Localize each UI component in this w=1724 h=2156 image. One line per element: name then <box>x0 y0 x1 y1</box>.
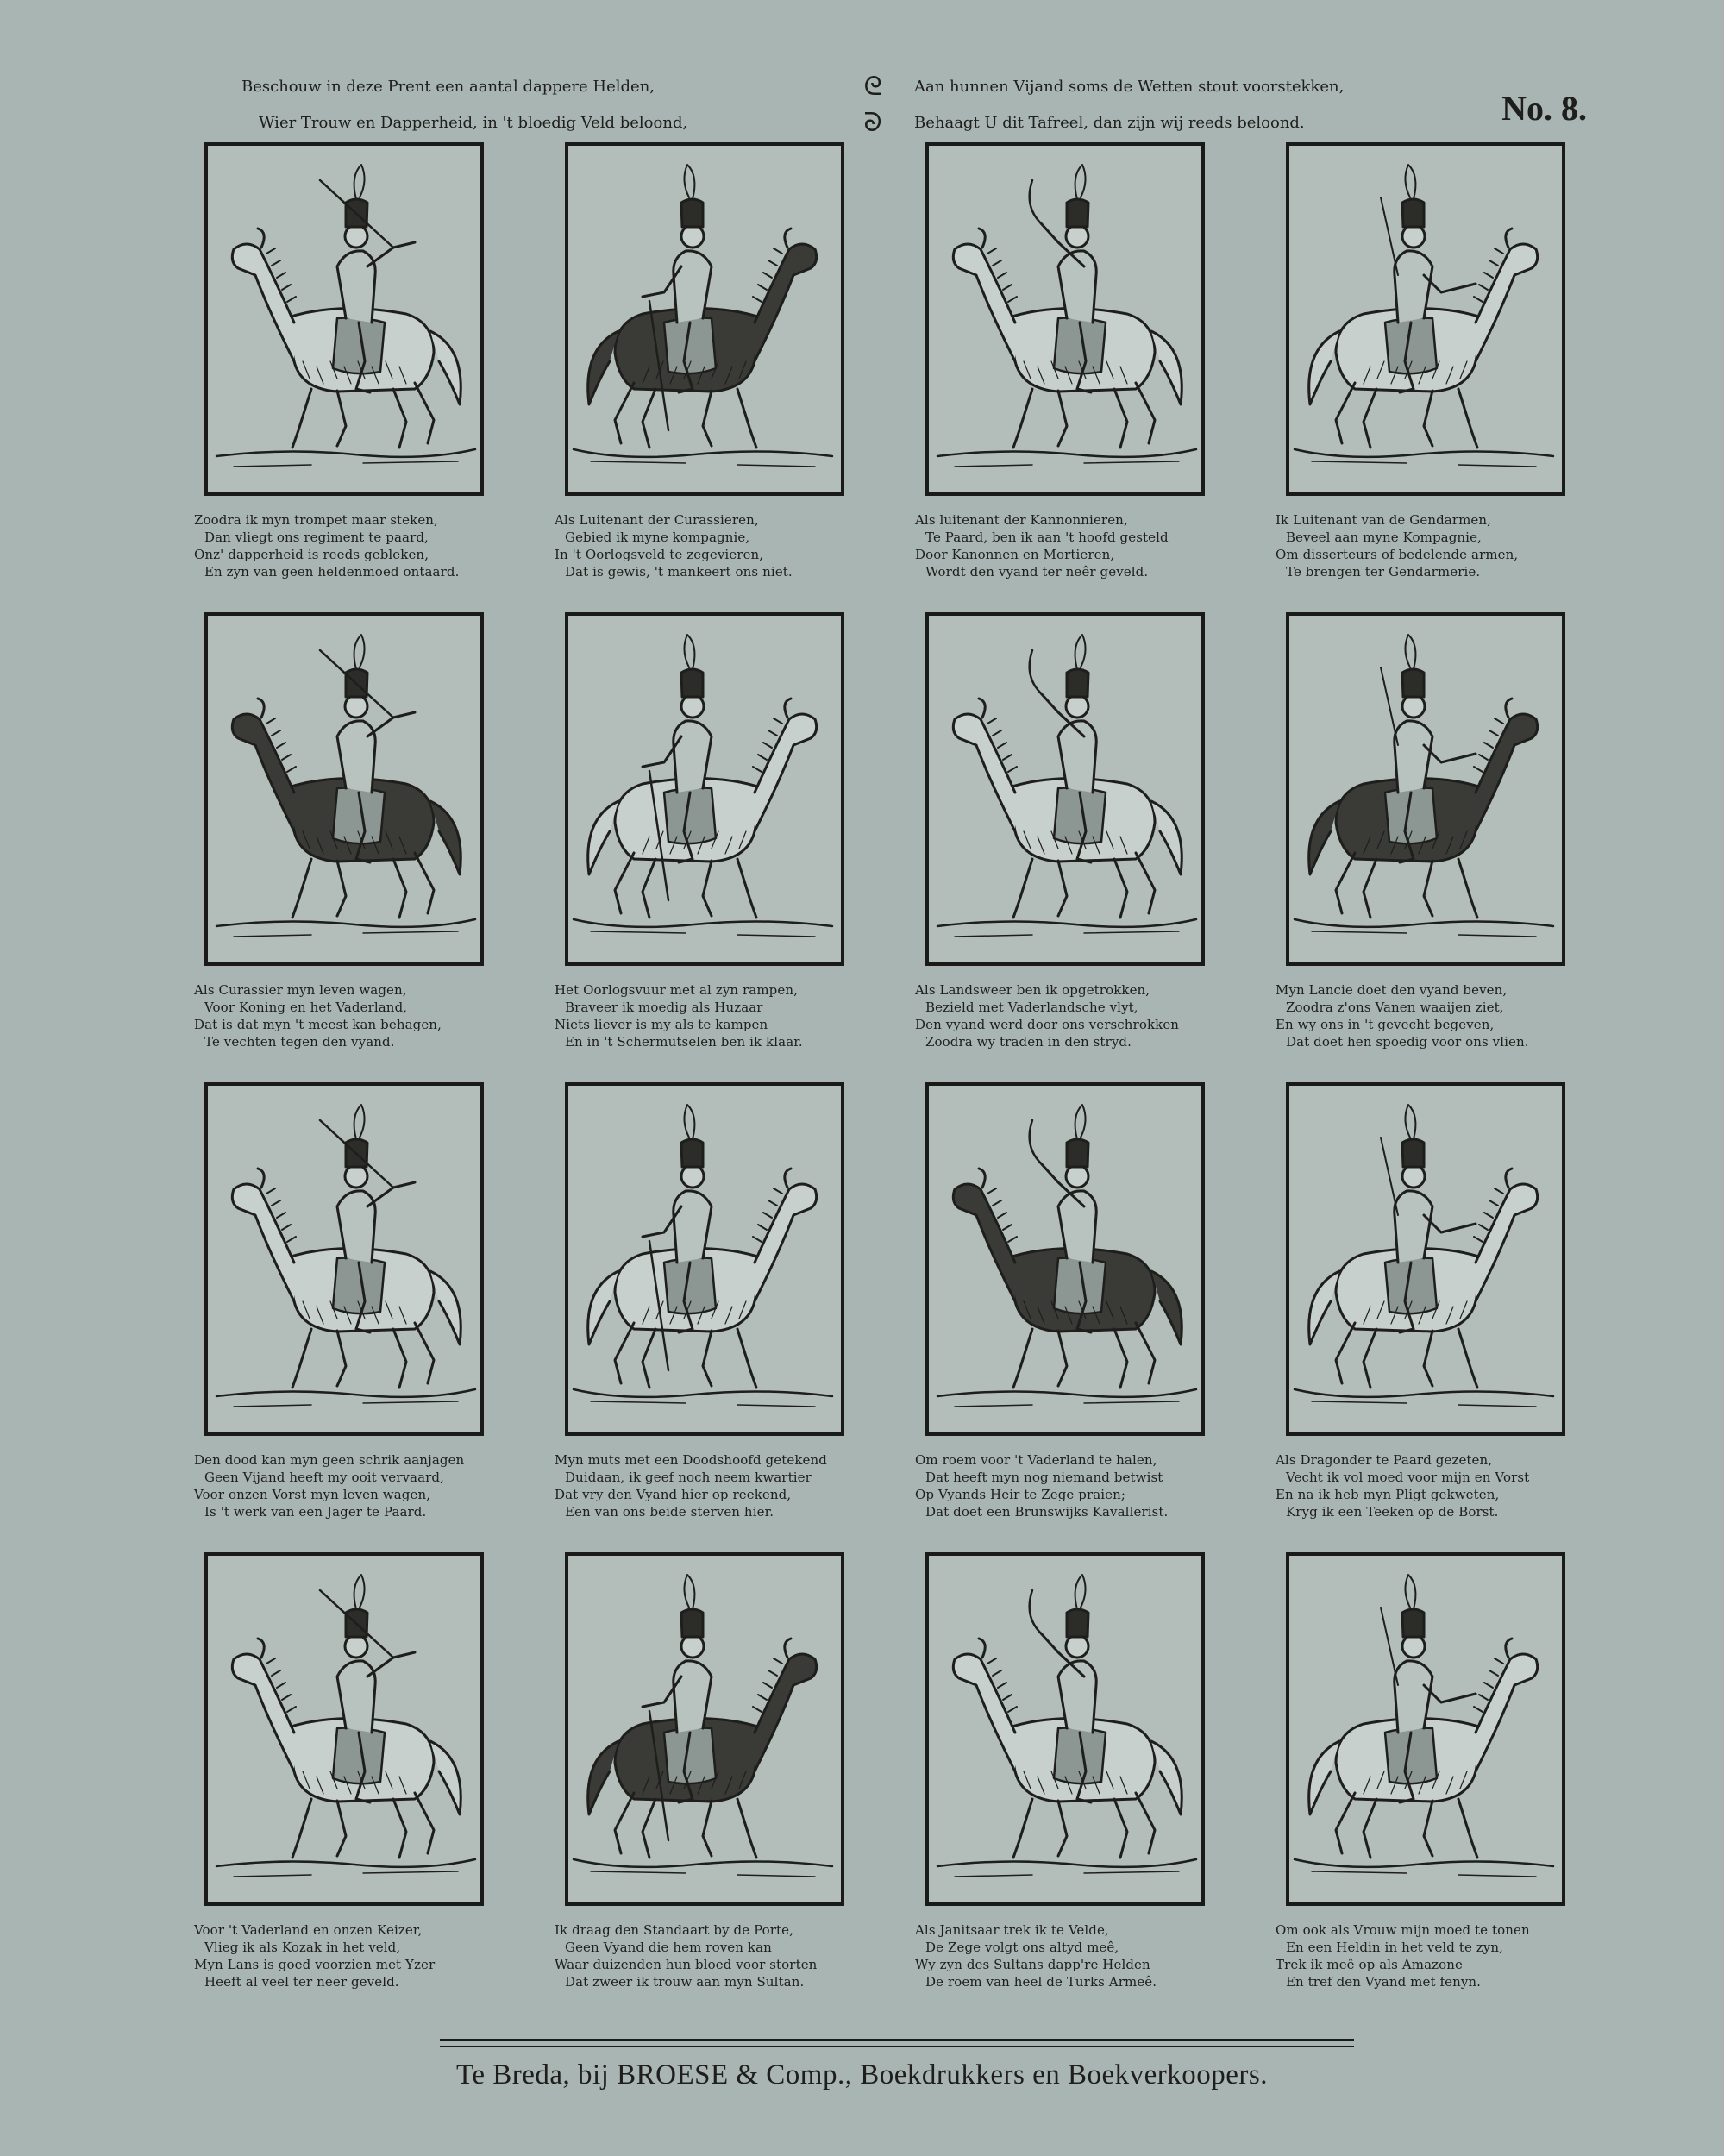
plate-cell <box>915 142 1251 608</box>
caption-line: En wy ons in 't gevecht begeven, <box>1276 1017 1495 1032</box>
plate-caption <box>915 1451 1251 1520</box>
ottoman-standard-bearer-woodcut <box>565 1552 844 1906</box>
caption-line: Dat zweer ik trouw aan myn Sultan. <box>565 1974 805 1990</box>
cuirassier-lieutenant-woodcut <box>565 142 844 496</box>
horseman-woodcut-icon <box>568 146 841 492</box>
plate-cell <box>555 1552 891 2018</box>
caption-line: Waar duizenden hun bloed voor storten <box>555 1957 818 1972</box>
caption-line: Een van ons beide sterven hier. <box>565 1504 774 1520</box>
plate-cell <box>555 612 891 1078</box>
caption-line: Geen Vyand die hem roven kan <box>565 1940 772 1955</box>
plate-caption <box>194 1451 530 1520</box>
plate-caption <box>555 511 891 580</box>
plate-caption <box>194 511 530 580</box>
header-verse <box>241 69 1587 151</box>
plate-cell <box>194 1082 530 1548</box>
horseman-woodcut-icon <box>929 1556 1201 1902</box>
horseman-woodcut-icon <box>929 1086 1201 1432</box>
horseman-woodcut-icon <box>568 1086 841 1432</box>
death-head-hussar-woodcut <box>565 1082 844 1436</box>
caption-line: Dat is dat myn 't meest kan behagen, <box>194 1017 442 1032</box>
plate-cell <box>915 612 1251 1078</box>
caption-line: Door Kanonnen en Mortieren, <box>915 547 1115 562</box>
lancer-woodcut <box>1286 612 1565 966</box>
caption-line: Voor Koning en het Vaderland, <box>204 1000 408 1015</box>
caption-line: Den vyand werd door ons verschrokken <box>915 1017 1180 1032</box>
horseman-woodcut-icon <box>1289 616 1562 962</box>
cavalry-trumpeter-woodcut <box>204 142 484 496</box>
caption-line: Beveel aan myne Kompagnie, <box>1286 530 1482 545</box>
caption-line: Braveer ik moedig als Huzaar <box>565 1000 763 1015</box>
caption-line: Als Luitenant der Curassieren, <box>555 512 759 528</box>
plate-cell <box>1276 142 1612 608</box>
caption-line: De Zege volgt ons altyd meê, <box>925 1940 1119 1955</box>
caption-line: En zyn van geen heldenmoed ontaard. <box>204 564 460 580</box>
caption-line: Den dood kan myn geen schrik aanjagen <box>194 1452 465 1468</box>
ornament-top-icon: ᘓ <box>863 72 882 102</box>
caption-line: Wordt den vyand ter neêr geveld. <box>925 564 1149 580</box>
plate-cell <box>194 142 530 608</box>
caption-line: En tref den Vyand met fenyn. <box>1286 1974 1482 1990</box>
caption-line: De roem van heel de Turks Armeê. <box>925 1974 1157 1990</box>
caption-line: Ik draag den Standaart by de Porte, <box>555 1922 794 1938</box>
caption-line: En na ik heb myn Pligt gekweten, <box>1276 1487 1500 1502</box>
horseman-woodcut-icon <box>208 1086 480 1432</box>
caption-line: Niets liever is my als te kampen <box>555 1017 768 1032</box>
horseman-woodcut-icon <box>208 146 480 492</box>
caption-line: Myn muts met een Doodshoofd getekend <box>555 1452 827 1468</box>
plate-cell <box>555 142 891 608</box>
horseman-woodcut-icon <box>1289 1556 1562 1902</box>
caption-line: Voor 't Vaderland en onzen Keizer, <box>194 1922 423 1938</box>
caption-line: Dat doet een Brunswijks Kavallerist. <box>925 1504 1169 1520</box>
hussar-woodcut <box>565 612 844 966</box>
caption-line: Om roem voor 't Vaderland te halen, <box>915 1452 1157 1468</box>
plate-caption <box>1276 1921 1612 1990</box>
horseman-woodcut-icon <box>929 616 1201 962</box>
caption-line: In 't Oorlogsveld te zegevieren, <box>555 547 764 562</box>
caption-line: Dat doet hen spoedig voor ons vlien. <box>1286 1034 1529 1050</box>
plate-cell <box>555 1082 891 1548</box>
caption-line: Ik Luitenant van de Gendarmen, <box>1276 512 1492 528</box>
horseman-woodcut-icon <box>1289 1086 1562 1432</box>
caption-line: Dat is gewis, 't mankeert ons niet. <box>565 564 793 580</box>
gendarme-lieutenant-woodcut <box>1286 142 1565 496</box>
plate-caption <box>194 1921 530 1990</box>
caption-line: Myn Lans is goed voorzien met Yzer <box>194 1957 436 1972</box>
verse-right-line-2: Behaagt U dit Tafreel, dan zijn wij reeds beloond. <box>914 114 1305 132</box>
plate-cell <box>194 1552 530 2018</box>
verse-left <box>241 69 862 141</box>
plate-caption <box>1276 981 1612 1050</box>
verse-right-line-1: Aan hunnen Vijand soms de Wetten stout voorstekken, <box>914 78 1345 96</box>
plate-caption <box>194 981 530 1050</box>
caption-line: Is 't werk van een Jager te Paard. <box>204 1504 427 1520</box>
caption-line: Dat heeft myn nog niemand betwist <box>925 1470 1163 1485</box>
artillery-lieutenant-woodcut <box>925 142 1205 496</box>
caption-line: Zoodra wy traden in den stryd. <box>925 1034 1132 1050</box>
plate-cell <box>915 1082 1251 1548</box>
plate-caption <box>1276 1451 1612 1520</box>
plate-caption <box>1276 511 1612 580</box>
ornament-bottom-icon: ᘐ <box>863 108 882 138</box>
plate-cell <box>1276 1082 1612 1548</box>
verse-right <box>914 69 1535 141</box>
caption-line: Op Vyands Heir te Zege praien; <box>915 1487 1126 1502</box>
horseman-woodcut-icon <box>208 616 480 962</box>
caption-line: Om disserteurs of bedelende armen, <box>1276 547 1519 562</box>
plate-cell <box>915 1552 1251 2018</box>
cuirassier-woodcut <box>204 612 484 966</box>
caption-line: Heeft al veel ter neer geveld. <box>204 1974 399 1990</box>
caption-line: Duidaan, ik geef noch neem kwartier <box>565 1470 812 1485</box>
plate-caption <box>555 981 891 1050</box>
verse-left-line-2: Wier Trouw en Dapperheid, in 't bloedig Veld beloond, <box>259 114 688 132</box>
caption-line: Te Paard, ben ik aan 't hoofd gesteld <box>925 530 1169 545</box>
caption-line: Onz' dapperheid is reeds gebleken, <box>194 547 429 562</box>
caption-line: Bezield met Vaderlandsche vlyt, <box>925 1000 1138 1015</box>
caption-line: Als Dragonder te Paard gezeten, <box>1276 1452 1493 1468</box>
caption-line: Als Landsweer ben ik opgetrokken, <box>915 982 1150 998</box>
caption-line: Het Oorlogsvuur met al zyn rampen, <box>555 982 798 998</box>
mounted-jager-woodcut <box>204 1082 484 1436</box>
divider-rule <box>440 2039 1354 2041</box>
divider-rule-thin <box>440 2046 1354 2047</box>
horseman-woodcut-icon <box>929 146 1201 492</box>
caption-line: Voor onzen Vorst myn leven wagen, <box>194 1487 431 1502</box>
caption-line: Zoodra z'ons Vanen waaijen ziet, <box>1286 1000 1504 1015</box>
caption-line: Gebied ik myne kompagnie, <box>565 530 750 545</box>
publisher-imprint: Te Breda, bij BROESE & Comp., Boekdrukkers en Boekverkoopers. <box>455 2059 1269 2090</box>
caption-line: Dan vliegt ons regiment te paard, <box>204 530 429 545</box>
plate-caption <box>555 1451 891 1520</box>
caption-line: Wy zyn des Sultans dapp're Helden <box>915 1957 1150 1972</box>
horseman-woodcut-icon <box>568 1556 841 1902</box>
janissary-woodcut <box>925 1552 1205 1906</box>
caption-line: Zoodra ik myn trompet maar steken, <box>194 512 438 528</box>
horseman-woodcut-icon <box>568 616 841 962</box>
plate-caption <box>555 1921 891 1990</box>
caption-line: Vlieg ik als Kozak in het veld, <box>204 1940 401 1955</box>
caption-line: Kryg ik een Teeken op de Borst. <box>1286 1504 1499 1520</box>
verse-left-line-1: Beschouw in deze Prent een aantal dappere Helden, <box>241 78 655 96</box>
woodcut-grid <box>194 142 1591 2014</box>
caption-line: Te brengen ter Gendarmerie. <box>1286 564 1481 580</box>
amazon-rider-woodcut <box>1286 1552 1565 1906</box>
caption-line: Als luitenant der Kannonnieren, <box>915 512 1128 528</box>
plate-caption <box>915 981 1251 1050</box>
dragoon-woodcut <box>1286 1082 1565 1436</box>
caption-line: Om ook als Vrouw mijn moed te tonen <box>1276 1922 1530 1938</box>
caption-line: En in 't Schermutselen ben ik klaar. <box>565 1034 803 1050</box>
plate-cell <box>1276 612 1612 1078</box>
cossack-woodcut <box>204 1552 484 1906</box>
caption-line: Geen Vijand heeft my ooit vervaard, <box>204 1470 444 1485</box>
plate-cell <box>194 612 530 1078</box>
caption-line: Als Janitsaar trek ik te Velde, <box>915 1922 1109 1938</box>
plate-cell <box>1276 1552 1612 2018</box>
plate-number: No. 8. <box>1501 89 1587 128</box>
landweer-rider-woodcut <box>925 612 1205 966</box>
horseman-woodcut-icon <box>208 1556 480 1902</box>
caption-line: Dat vry den Vyand hier op reekend, <box>555 1487 792 1502</box>
caption-line: Als Curassier myn leven wagen, <box>194 982 407 998</box>
caption-line: Myn Lancie doet den vyand beven, <box>1276 982 1508 998</box>
horseman-woodcut-icon <box>1289 146 1562 492</box>
caption-line: Vecht ik vol moed voor mijn en Vorst <box>1286 1470 1530 1485</box>
brunswick-cavalryman-woodcut <box>925 1082 1205 1436</box>
plate-caption <box>915 1921 1251 1990</box>
caption-line: En een Heldin in het veld te zyn, <box>1286 1940 1504 1955</box>
caption-line: Trek ik meê op als Amazone <box>1276 1957 1463 1972</box>
plate-caption <box>915 511 1251 580</box>
caption-line: Te vechten tegen den vyand. <box>204 1034 395 1050</box>
ornament-icon <box>856 69 890 141</box>
